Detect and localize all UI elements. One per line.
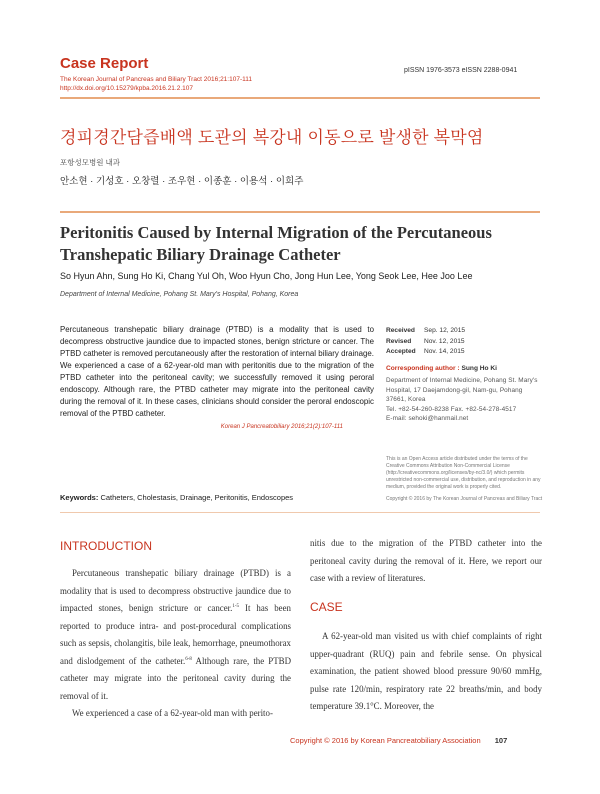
english-authors: So Hyun Ahn, Sung Ho Ki, Chang Yul Oh, Woo Hyun Cho, Jong Hun Lee, Yong Seok Lee, Hee Joo Lee: [60, 271, 473, 281]
reference-superscript: 1-5: [232, 604, 240, 610]
title-divider: [60, 211, 540, 213]
keywords-divider: [60, 512, 540, 513]
case-text: [310, 628, 542, 716]
abstract-citation: Korean J Pancreatobiliary 2016;21(2):107-111: [220, 424, 343, 430]
keywords: [60, 493, 293, 502]
introduction-heading: INTRODUCTION: [60, 539, 152, 553]
page-footer: [290, 736, 507, 745]
korean-authors: 안소현 · 기성호 · 오창렬 · 조우현 · 이종훈 · 이용석 · 이희주: [60, 176, 304, 187]
issn-text: pISSN 1976-3573 eISSN 2288-0941: [404, 67, 518, 74]
journal-copyright-note: Copyright © 2016 by The Korean Journal of Pancreas and Biliary Tract: [386, 496, 543, 502]
correspondence-phone: Tel. +82-54-260-8238 Fax. +82-54-278-4517: [386, 405, 517, 413]
date-accepted: Accepted Nov. 14, 2015: [386, 348, 465, 355]
doi-link[interactable]: http://dx.doi.org/10.15279/kpba.2016.21.2.107: [60, 85, 193, 92]
journal-citation-line: The Korean Journal of Pancreas and Biliary Tract 2016;21:107-111: [60, 76, 252, 83]
case-heading: CASE: [310, 600, 343, 614]
page-number: 107: [494, 736, 508, 745]
footer-copyright: Copyright © 2016 by Korean Pancreatobiliary Association: [290, 736, 481, 745]
header-divider: [60, 97, 540, 99]
korean-title: 경피경간담즙배액 도관의 복강내 이동으로 발생한 복막염: [60, 128, 484, 147]
introduction-paragraph-2: We experienced a case of a 62-year-old man with perito-: [72, 708, 273, 718]
corresponding-author: [386, 365, 497, 372]
case-paragraph-1: A 62-year-old man visited us with chief complaints of right upper-quadrant (RUQ) pain and febrile sense. On physical examination, the patient showed blood pressure 90/60 mmHg, pulse rate 120/min, respiratory rate 22 breaths/min, and body temperature 39.1°C. Moreover, the: [310, 631, 542, 711]
keywords-label: Keywords:: [60, 493, 99, 502]
correspondence-address: Department of Internal Medicine, Pohang St. Mary's Hospital, 17 Daejamdong-gil, Nam-gu, Pohang 37661, Korea: [386, 377, 538, 404]
correspondence-details: [386, 376, 541, 424]
corresponding-author-name: Sung Ho Ki: [461, 365, 498, 372]
english-affiliation: Department of Internal Medicine, Pohang St. Mary's Hospital, Pohang, Korea: [60, 291, 299, 298]
english-title-line-1: Peritonitis Caused by Internal Migration of the Percutaneous: [60, 223, 492, 242]
keywords-value: Catheters, Cholestasis, Drainage, Peritonitis, Endoscopes: [100, 493, 294, 502]
article-dates: [386, 326, 465, 358]
introduction-paragraph-1: Percutaneous transhepatic biliary drainage (PTBD) is a modality that is used to decompress obstructive jaundice due to impacted stones, benign stricture or cancer.$^{1-5}$ It has been reported to produce intra- and post-procedural complications such as sepsis, cholangitis, bile leak, hemorrhage, pneumothorax and dislodgement of the catheter.$^{6-8}$ Although rare, the PTBD catheter may migrate into the peritoneal cavity during the removal of it.: [60, 568, 291, 701]
date-received: Received Sep. 12, 2015: [386, 327, 466, 334]
date-revised: Revised Nov. 12, 2015: [386, 337, 465, 345]
correspondence-email[interactable]: E-mail: sehoki@hanmail.net: [386, 415, 469, 423]
reference-superscript: 6-8: [185, 656, 192, 662]
korean-affiliation: 포항성모병원 내과: [60, 158, 121, 167]
abstract-text: Percutaneous transhepatic biliary drainage (PTBD) is a modality that is used to decompress obstructive jaundice due to impacted stones, benign stricture or cancer. The PTBD catheter is removed percutaneously after the restoration of internal biliary drainage. We experienced a case of a 62-year-old man with peritonitis due to the migration of the PTBD catheter into the peritoneal cavity; we successfully removed it using peroral endoscopy. Although rare, the PTBD catheter may migrate into the peritoneal cavity during the removal of it. In these cases, clinicians should consider the peroral endoscopic removal of the PTBD catheter.: [60, 325, 374, 418]
article-type-label: Case Report: [60, 55, 149, 72]
english-title: [60, 222, 540, 266]
open-access-note: This is an Open Access article distributed under the terms of the Creative Commons Attribution Non-Commercial License (http://creativecommons.org/licenses/by-nc/3.0/) which permits unrestricted non-commercial use, distribution, and reproduction in any medium, provided the original work is properly cited.: [386, 456, 541, 490]
corresponding-author-label: Corresponding author :: [386, 365, 460, 372]
introduction-continued: nitis due to the migration of the PTBD catheter into the peritoneal cavity during the removal of it. Here, we report our case with a review of literatures.: [310, 538, 542, 583]
introduction-text: [60, 565, 291, 723]
english-title-line-2: Transhepatic Biliary Drainage Catheter: [60, 245, 341, 264]
